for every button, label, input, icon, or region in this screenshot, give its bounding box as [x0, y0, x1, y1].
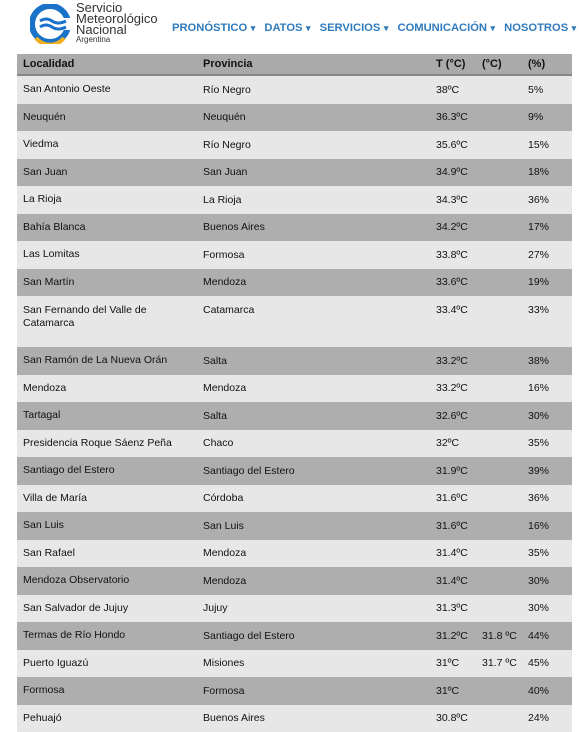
cell-sensacion — [476, 186, 522, 214]
table-header-row — [17, 54, 572, 75]
temperature-table-container — [17, 54, 572, 732]
cell-humedad: 45% — [522, 650, 572, 678]
table-row — [17, 186, 572, 214]
nav-nosotros[interactable] — [504, 22, 576, 34]
cell-provincia: Chaco — [197, 430, 430, 458]
cell-sensacion — [476, 104, 522, 132]
nav-datos[interactable] — [264, 22, 310, 34]
table-row — [17, 159, 572, 187]
cell-humedad: 44% — [522, 622, 572, 650]
cell-sensacion — [476, 430, 522, 458]
smn-logo-icon — [30, 4, 70, 44]
chevron-down-icon: ▾ — [303, 23, 310, 33]
cell-humedad: 36% — [522, 485, 572, 513]
logo-text — [76, 2, 158, 44]
cell-sensacion — [476, 457, 522, 485]
cell-sensacion — [476, 567, 522, 595]
cell-temperatura: 34.9ºC — [430, 159, 476, 187]
cell-localidad: San Salvador de Jujuy — [17, 595, 197, 623]
cell-sensacion — [476, 375, 522, 403]
cell-humedad: 16% — [522, 375, 572, 403]
cell-sensacion — [476, 512, 522, 540]
header-provincia[interactable]: Provincia — [197, 54, 430, 75]
cell-temperatura: 35.6ºC — [430, 131, 476, 159]
cell-localidad: Puerto Iguazú — [17, 650, 197, 678]
temperature-table — [17, 54, 572, 732]
cell-sensacion — [476, 402, 522, 430]
cell-localidad: San Fernando del Valle de Catamarca — [17, 296, 197, 347]
cell-localidad: Presidencia Roque Sáenz Peña — [17, 430, 197, 458]
table-row — [17, 104, 572, 132]
nav-comunicacion[interactable] — [398, 22, 496, 34]
table-row — [17, 430, 572, 458]
cell-humedad: 18% — [522, 159, 572, 187]
chevron-down-icon: ▾ — [248, 23, 255, 33]
cell-provincia: Santiago del Estero — [197, 622, 430, 650]
cell-humedad: 30% — [522, 595, 572, 623]
cell-temperatura: 31.4ºC — [430, 567, 476, 595]
header-humedad[interactable]: (%) — [522, 54, 572, 75]
table-row — [17, 214, 572, 242]
nav-nosotros-label: NOSOTROS — [504, 22, 568, 34]
nav-pronostico-label: PRONÓSTICO — [172, 22, 247, 34]
nav-datos-label: DATOS — [264, 22, 302, 34]
cell-humedad: 40% — [522, 677, 572, 705]
cell-temperatura: 31.6ºC — [430, 485, 476, 513]
table-row — [17, 241, 572, 269]
table-row — [17, 347, 572, 375]
cell-sensacion — [476, 296, 522, 347]
nav-comunicacion-label: COMUNICACIÓN — [398, 22, 488, 34]
cell-localidad: La Rioja — [17, 186, 197, 214]
cell-sensacion — [476, 540, 522, 568]
cell-provincia: Río Negro — [197, 131, 430, 159]
cell-temperatura: 31.4ºC — [430, 540, 476, 568]
cell-humedad: 9% — [522, 104, 572, 132]
cell-localidad: Santiago del Estero — [17, 457, 197, 485]
cell-localidad: Las Lomitas — [17, 241, 197, 269]
table-row — [17, 75, 572, 104]
cell-temperatura: 36.3ºC — [430, 104, 476, 132]
cell-provincia: La Rioja — [197, 186, 430, 214]
table-body — [17, 75, 572, 732]
cell-localidad: Neuquén — [17, 104, 197, 132]
cell-localidad: San Martín — [17, 269, 197, 297]
nav-servicios[interactable] — [320, 22, 389, 34]
table-row — [17, 512, 572, 540]
cell-sensacion — [476, 131, 522, 159]
table-row — [17, 402, 572, 430]
cell-temperatura: 33.6ºC — [430, 269, 476, 297]
cell-localidad: Viedma — [17, 131, 197, 159]
table-row — [17, 650, 572, 678]
cell-temperatura: 38ºC — [430, 75, 476, 104]
cell-humedad: 19% — [522, 269, 572, 297]
cell-humedad: 24% — [522, 705, 572, 732]
header-sensacion[interactable]: (°C) — [476, 54, 522, 75]
table-row — [17, 705, 572, 732]
cell-sensacion — [476, 485, 522, 513]
logo-line-1: Servicio — [76, 2, 158, 13]
table-row — [17, 375, 572, 403]
cell-temperatura: 32ºC — [430, 430, 476, 458]
cell-localidad: Mendoza — [17, 375, 197, 403]
cell-provincia: Formosa — [197, 241, 430, 269]
cell-humedad: 35% — [522, 540, 572, 568]
header-localidad[interactable]: Localidad — [17, 54, 197, 75]
cell-localidad: San Ramón de La Nueva Orán — [17, 347, 197, 375]
cell-temperatura: 33.8ºC — [430, 241, 476, 269]
cell-localidad: Termas de Río Hondo — [17, 622, 197, 650]
cell-provincia: Mendoza — [197, 567, 430, 595]
cell-localidad: Tartagal — [17, 402, 197, 430]
cell-localidad: San Luis — [17, 512, 197, 540]
cell-provincia: Buenos Aires — [197, 705, 430, 732]
site-header — [0, 0, 583, 54]
cell-provincia: Salta — [197, 402, 430, 430]
cell-provincia: Buenos Aires — [197, 214, 430, 242]
table-row — [17, 131, 572, 159]
cell-humedad: 16% — [522, 512, 572, 540]
cell-localidad: Villa de María — [17, 485, 197, 513]
table-row — [17, 296, 572, 347]
logo-line-2: Meteorológico — [76, 13, 158, 24]
cell-provincia: Río Negro — [197, 75, 430, 104]
cell-localidad: San Antonio Oeste — [17, 75, 197, 104]
cell-temperatura: 31.3ºC — [430, 595, 476, 623]
chevron-down-icon: ▾ — [488, 23, 495, 33]
cell-provincia: Salta — [197, 347, 430, 375]
cell-provincia: Santiago del Estero — [197, 457, 430, 485]
cell-humedad: 39% — [522, 457, 572, 485]
cell-humedad: 35% — [522, 430, 572, 458]
table-row — [17, 595, 572, 623]
cell-localidad: Formosa — [17, 677, 197, 705]
main-nav — [172, 22, 582, 34]
cell-temperatura: 31ºC — [430, 677, 476, 705]
cell-provincia: Catamarca — [197, 296, 430, 347]
logo-line-4: Argentina — [76, 35, 158, 44]
chevron-down-icon: ▾ — [381, 23, 388, 33]
cell-localidad: Pehuajó — [17, 705, 197, 732]
table-row — [17, 485, 572, 513]
cell-sensacion — [476, 347, 522, 375]
cell-localidad: San Juan — [17, 159, 197, 187]
table-row — [17, 567, 572, 595]
cell-sensacion — [476, 159, 522, 187]
smn-logo[interactable] — [30, 2, 170, 46]
cell-sensacion — [476, 595, 522, 623]
cell-provincia: Neuquén — [197, 104, 430, 132]
cell-humedad: 33% — [522, 296, 572, 347]
cell-provincia: Córdoba — [197, 485, 430, 513]
logo-line-3: Nacional — [76, 24, 158, 35]
cell-temperatura: 33.2ºC — [430, 347, 476, 375]
cell-humedad: 38% — [522, 347, 572, 375]
cell-humedad: 36% — [522, 186, 572, 214]
cell-sensacion — [476, 677, 522, 705]
table-row — [17, 540, 572, 568]
cell-provincia: San Juan — [197, 159, 430, 187]
cell-temperatura: 31.2ºC — [430, 622, 476, 650]
cell-temperatura: 31.9ºC — [430, 457, 476, 485]
table-row — [17, 457, 572, 485]
cell-provincia: Misiones — [197, 650, 430, 678]
cell-sensacion: 31.7 ºC — [476, 650, 522, 678]
cell-humedad: 17% — [522, 214, 572, 242]
cell-humedad: 30% — [522, 402, 572, 430]
cell-temperatura: 34.3ºC — [430, 186, 476, 214]
cell-provincia: San Luis — [197, 512, 430, 540]
cell-temperatura: 32.6ºC — [430, 402, 476, 430]
cell-temperatura: 34.2ºC — [430, 214, 476, 242]
cell-temperatura: 33.4ºC — [430, 296, 476, 347]
header-temperatura[interactable]: T (°C) — [430, 54, 476, 75]
cell-humedad: 30% — [522, 567, 572, 595]
cell-localidad: San Rafael — [17, 540, 197, 568]
table-row — [17, 677, 572, 705]
nav-pronostico[interactable] — [172, 22, 255, 34]
table-row — [17, 269, 572, 297]
cell-sensacion: 31.8 ºC — [476, 622, 522, 650]
cell-temperatura: 31ºC — [430, 650, 476, 678]
cell-sensacion — [476, 705, 522, 732]
cell-humedad: 15% — [522, 131, 572, 159]
cell-temperatura: 30.8ºC — [430, 705, 476, 732]
nav-servicios-label: SERVICIOS — [320, 22, 381, 34]
cell-provincia: Mendoza — [197, 375, 430, 403]
cell-sensacion — [476, 75, 522, 104]
cell-sensacion — [476, 214, 522, 242]
cell-temperatura: 31.6ºC — [430, 512, 476, 540]
cell-humedad: 5% — [522, 75, 572, 104]
table-row — [17, 622, 572, 650]
cell-sensacion — [476, 269, 522, 297]
cell-provincia: Mendoza — [197, 269, 430, 297]
cell-provincia: Formosa — [197, 677, 430, 705]
cell-localidad: Mendoza Observatorio — [17, 567, 197, 595]
cell-temperatura: 33.2ºC — [430, 375, 476, 403]
cell-humedad: 27% — [522, 241, 572, 269]
chevron-down-icon: ▾ — [569, 23, 576, 33]
cell-sensacion — [476, 241, 522, 269]
cell-localidad: Bahía Blanca — [17, 214, 197, 242]
cell-provincia: Jujuy — [197, 595, 430, 623]
cell-provincia: Mendoza — [197, 540, 430, 568]
